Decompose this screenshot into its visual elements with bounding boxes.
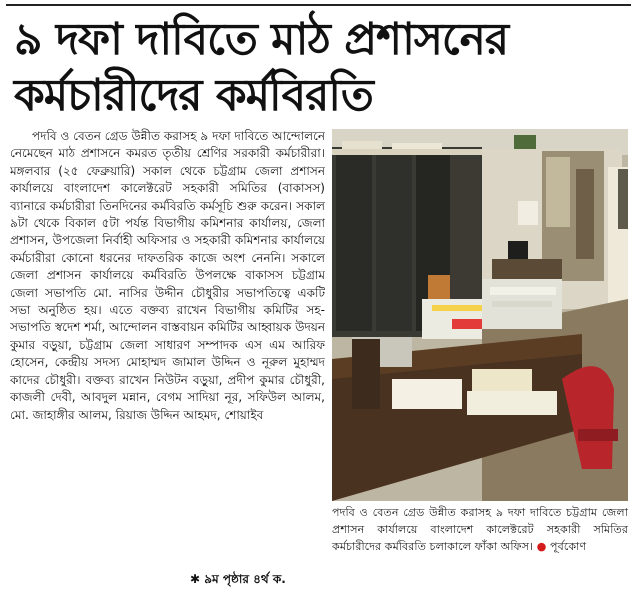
article-body (10, 128, 325, 556)
photo-credit (537, 540, 586, 553)
credit-dot-icon: ● (536, 539, 547, 553)
article-text: পদবি ও বেতন গ্রেড উন্নীত করাসহ ৯ দফা দাবিতে আন্দোলনে নেমেছেন মাঠ প্রশাসনে কমরত তৃতীয় শ্রেণির সরকারী কর্মচারীরা। মঙ্গলবার (২৫ ফেব্রুয়ারি) সকাল থেকে চট্টগ্রাম জেলা প্রশাসন কার্যালয়ে বাংলাদেশ কালেক্টরেট সহকারী সমিতির (বাকাসস) ব্যানারে কর্মচারীরা তিনদিনের কর্মবিরতি কর্মসূচি শুরু করেন। সকাল ৯টা থেকে বিকাল ৫টা পর্যন্ত বিভাগীয় কমিশনার কার্যালয়, জেলা প্রশাসন, উপজেলা নির্বাহী অফিসার ও সহকারী কমিশনার কার্যালয়ে কর্মচারীরা কোনো ধরনের দাফতরিক কাজে অংশ নেননি। সকালে জেলা প্রশাসন কার্যালয়ে কর্মবিরতি উপলক্ষে বাকাসস চট্টগ্রাম জেলা সভাপতি মো. নাসির উদ্দীন চৌধুরীর সভাপতিত্বে একটি সভা অনুষ্ঠিত হয়। এতে বক্তব্য রাখেন বিভাগীয় কমিটির সহ-সভাপতি স্বদেশ শর্মা, আন্দোলন বাস্তবায়ন কমিটির আহ্বায়ক উদয়ন কুমার বড়ুয়া, চট্টগ্রাম জেলা সাধারণ সম্পাদক এস এম আরিফ হোসেন, কেন্দ্রীয় সদস্য মোহাম্মদ জামাল উদ্দিন ও নূরুল মুহাম্মদ কাদের চৌধুরী। বক্তব্য রাখেন নিউটন বড়ুয়া, প্রদীপ কুমার চৌধুরী, কাজলী দেবী, আবদুল মন্নান, বেগম সাদিয়া নূর, সফিউল আলম, মো. জাহাঙ্গীর আলম, রিয়াজ উদ্দিন আহমদ, শোয়াইব (10, 129, 325, 422)
top-rule (6, 4, 631, 6)
photo-caption (332, 505, 628, 555)
continued-bullet-icon: ✱ (190, 572, 201, 586)
headline (14, 12, 624, 124)
credit-text: পূর্বকোণ (550, 539, 587, 553)
office-photo-illustration (332, 129, 628, 501)
headline-line-2: কর্মচারীদের কর্মবিরতি (14, 70, 373, 121)
continued-text: ৯ম পৃষ্ঠার ৪র্থ ক. (204, 572, 286, 586)
caption-text: পদবি ও বেতন গ্রেড উন্নীত করাসহ ৯ দফা দাবিতে চট্টগ্রাম জেলা প্রশাসন কার্যালয়ে বাংলাদেশ কালেক্টরেট সহকারী সমিতির কর্মচারীদের কর্মবিরতি চলাকালে ফাঁকা অফিস। (332, 506, 628, 553)
news-photo (332, 129, 628, 501)
continued-line (190, 571, 286, 591)
headline-line-1: ৯ দফা দাবিতে মাঠ প্রশাসনের (14, 14, 509, 65)
